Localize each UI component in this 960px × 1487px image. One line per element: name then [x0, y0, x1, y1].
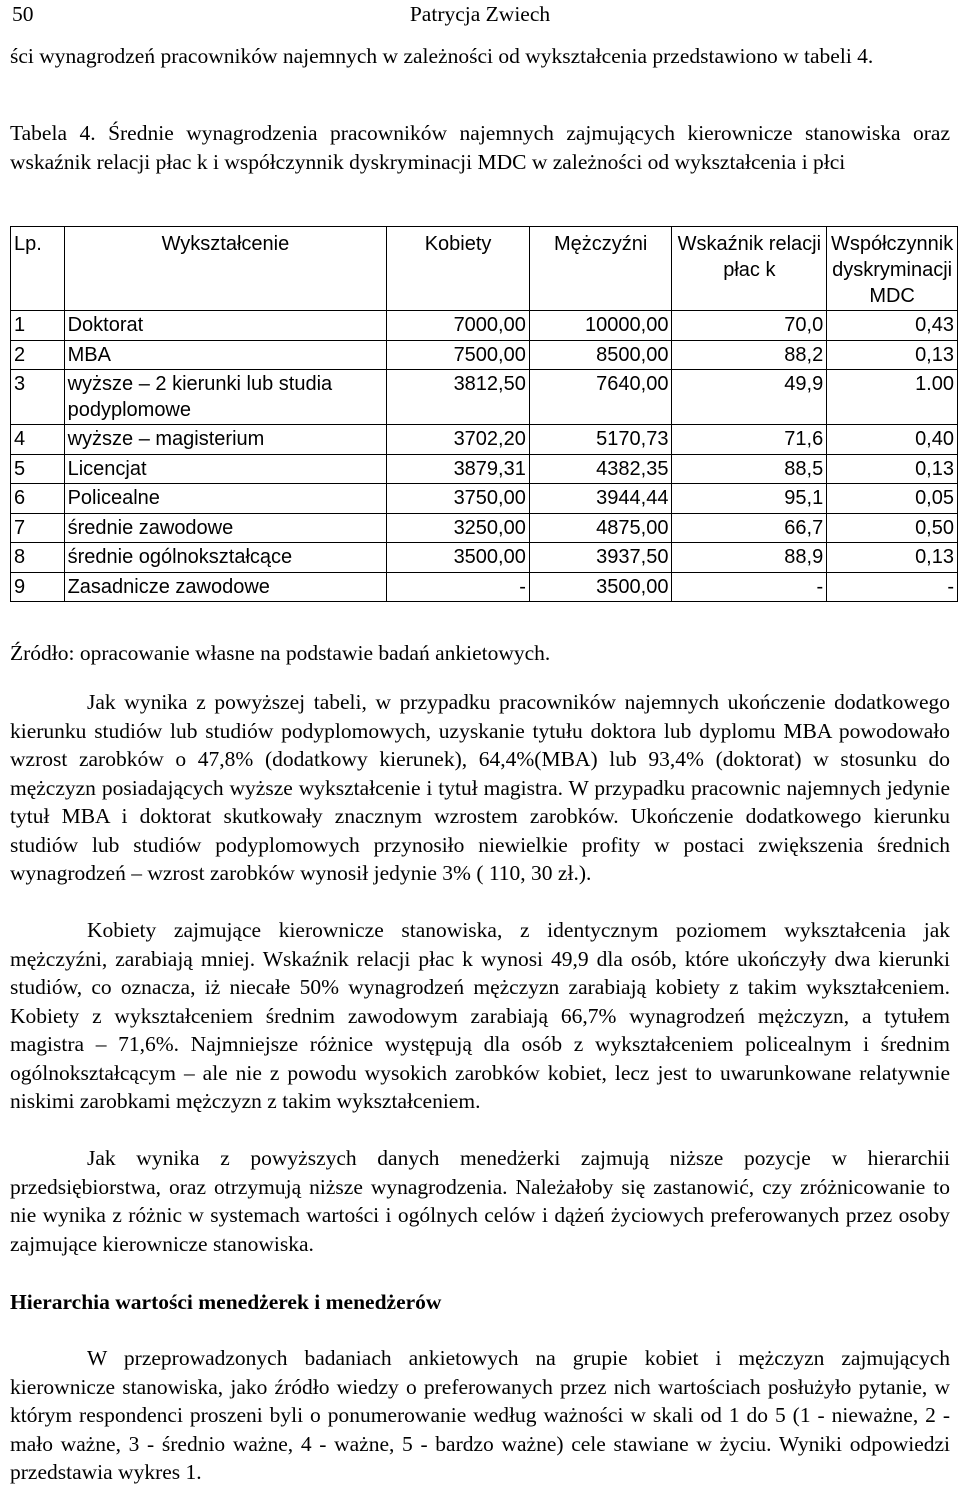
cell-education: wyższe – magisterium [64, 425, 387, 455]
running-header-author: Patrycja Zwiech [409, 2, 551, 26]
cell-ratio: 88,2 [672, 340, 827, 370]
page-number: 50 [12, 2, 34, 26]
table-row [11, 513, 958, 543]
cell-men: 3944,44 [529, 484, 672, 514]
cell-ratio: 71,6 [672, 425, 827, 455]
header-mdc: Współczynnik dyskryminacji MDC [827, 227, 958, 311]
cell-education: średnie ogólnokształcące [64, 543, 387, 573]
table-row [11, 543, 958, 573]
cell-lp: 8 [11, 543, 65, 573]
cell-mdc: 0,05 [827, 484, 958, 514]
table-header-row [11, 227, 958, 311]
cell-lp: 9 [11, 572, 65, 602]
cell-lp: 7 [11, 513, 65, 543]
table-row [11, 484, 958, 514]
cell-education: wyższe – 2 kierunki lub studia podyplomowe [64, 370, 387, 425]
cell-lp: 4 [11, 425, 65, 455]
cell-women: - [387, 572, 530, 602]
cell-women: 7500,00 [387, 340, 530, 370]
cell-lp: 5 [11, 454, 65, 484]
cell-lp: 1 [11, 311, 65, 341]
cell-lp: 6 [11, 484, 65, 514]
header-men: Mężczyźni [529, 227, 672, 311]
cell-ratio: 70,0 [672, 311, 827, 341]
table-source: Źródło: opracowanie własne na podstawie badań ankietowych. [10, 641, 551, 665]
body-paragraph: W przeprowadzonych badaniach ankietowych na grupie kobiet i mężczyzn zajmujących kierownicze stanowiska, jako źródło wiedzy o preferowanych przez nich wartościach posłużyło pytanie, w którym respondenci proszeni byli o ponumerowanie według ważności w skali od 1 do 5 (1 - nieważne, 2 - mało ważne, 3 - średnio ważne, 4 - ważne, 5 - bardzo ważne) cele stawiane w życiu. Wyniki odpowiedzi przedstawia wykres 1. [10, 1346, 950, 1484]
cell-mdc: - [827, 572, 958, 602]
cell-mdc: 0,40 [827, 425, 958, 455]
cell-education: średnie zawodowe [64, 513, 387, 543]
section-heading: Hierarchia wartości menedżerek i menedżerów [10, 1290, 442, 1314]
cell-men: 5170,73 [529, 425, 672, 455]
cell-mdc: 0,50 [827, 513, 958, 543]
cell-women: 7000,00 [387, 311, 530, 341]
cell-ratio: 49,9 [672, 370, 827, 425]
cell-ratio: - [672, 572, 827, 602]
header-lp: Lp. [11, 227, 65, 311]
cell-men: 8500,00 [529, 340, 672, 370]
header-women: Kobiety [387, 227, 530, 311]
cell-lp: 2 [11, 340, 65, 370]
cell-education: Zasadnicze zawodowe [64, 572, 387, 602]
table-row [11, 370, 958, 425]
cell-women: 3702,20 [387, 425, 530, 455]
header-education: Wykształcenie [64, 227, 387, 311]
cell-education: MBA [64, 340, 387, 370]
table-row [11, 454, 958, 484]
cell-ratio: 88,9 [672, 543, 827, 573]
page-header [10, 0, 950, 30]
cell-education: Doktorat [64, 311, 387, 341]
table-row [11, 425, 958, 455]
intro-fragment: ści wynagrodzeń pracowników najemnych w zależności od wykształcenia przedstawiono w tabeli 4. [10, 44, 874, 68]
cell-ratio: 95,1 [672, 484, 827, 514]
cell-men: 4382,35 [529, 454, 672, 484]
cell-education: Policealne [64, 484, 387, 514]
cell-men: 4875,00 [529, 513, 672, 543]
cell-mdc: 0,13 [827, 454, 958, 484]
cell-women: 3750,00 [387, 484, 530, 514]
cell-women: 3812,50 [387, 370, 530, 425]
cell-men: 10000,00 [529, 311, 672, 341]
cell-mdc: 0,43 [827, 311, 958, 341]
cell-women: 3879,31 [387, 454, 530, 484]
body-paragraph: Jak wynika z powyższej tabeli, w przypadku pracowników najemnych ukończenie dodatkowego kierunku studiów lub studiów podyplomowych, uzyskanie tytułu doktora lub dyplomu MBA powodowało wzrost zarobków o 47,8% (dodatkowy kierunek), 64,4%(MBA) lub 93,4% (doktorat) w stosunku do mężczyzn posiadających wyższe wykształcenie i tytuł magistra. W przypadku pracownic najemnych jedynie tytuł MBA i doktorat skutkowały znacznym wzrostem zarobków. Ukończenie dodatkowego kierunku studiów lub studiów podyplomowych przynosiło niewielkie profity w postaci zwiększenia średnich wynagrodzeń – wzrost zarobków wynosił jedynie 3% ( 110, 30 zł.). [10, 690, 950, 885]
header-wage-ratio: Wskaźnik relacji płac k [672, 227, 827, 311]
salary-table [10, 226, 958, 602]
cell-men: 7640,00 [529, 370, 672, 425]
cell-mdc: 0,13 [827, 340, 958, 370]
cell-mdc: 0,13 [827, 543, 958, 573]
cell-mdc: 1.00 [827, 370, 958, 425]
cell-lp: 3 [11, 370, 65, 425]
table-row [11, 311, 958, 341]
cell-men: 3500,00 [529, 572, 672, 602]
cell-ratio: 66,7 [672, 513, 827, 543]
table-caption: Tabela 4. Średnie wynagrodzenia pracowników najemnych zajmujących kierownicze stanowiska oraz wskaźnik relacji płac k i współczynnik dyskryminacji MDC w zależności od wykształcenia i płci [10, 121, 950, 174]
cell-ratio: 88,5 [672, 454, 827, 484]
cell-education: Licencjat [64, 454, 387, 484]
cell-women: 3500,00 [387, 543, 530, 573]
cell-women: 3250,00 [387, 513, 530, 543]
table-row [11, 572, 958, 602]
cell-men: 3937,50 [529, 543, 672, 573]
body-paragraph: Jak wynika z powyższych danych menedżerki zajmują niższe pozycje w hierarchii przedsiębiorstwa, oraz otrzymują niższe wynagrodzenia. Należałoby się zastanowić, czy zróżnicowanie to nie wynika z różnic w systemach wartości i ogólnych celów i dążeń życiowych preferowanych przez osoby zajmujące kierownicze stanowiska. [10, 1146, 950, 1256]
body-paragraph: Kobiety zajmujące kierownicze stanowiska, z identycznym poziomem wykształcenia jak mężczyźni, zarabiają mniej. Wskaźnik relacji płac k wynosi 49,9 dla osób, które ukończyły dwa kierunki studiów, co oznacza, iż niecałe 50% wynagrodzeń mężczyzn zarabiają kobiety z takim wykształceniem. Kobiety z wykształceniem średnim zawodowym zarabiają 66,7% wynagrodzeń mężczyzn, a tytułem magistra – 71,6%. Najmniejsze różnice występują dla osób z wykształceniem policealnym i średnim ogólnokształcącym – ale nie z powodu wysokich zarobków kobiet, lecz jest to uwarunkowane relatywnie niskimi zarobkami mężczyzn z takim wykształceniem. [10, 918, 950, 1113]
table-row [11, 340, 958, 370]
